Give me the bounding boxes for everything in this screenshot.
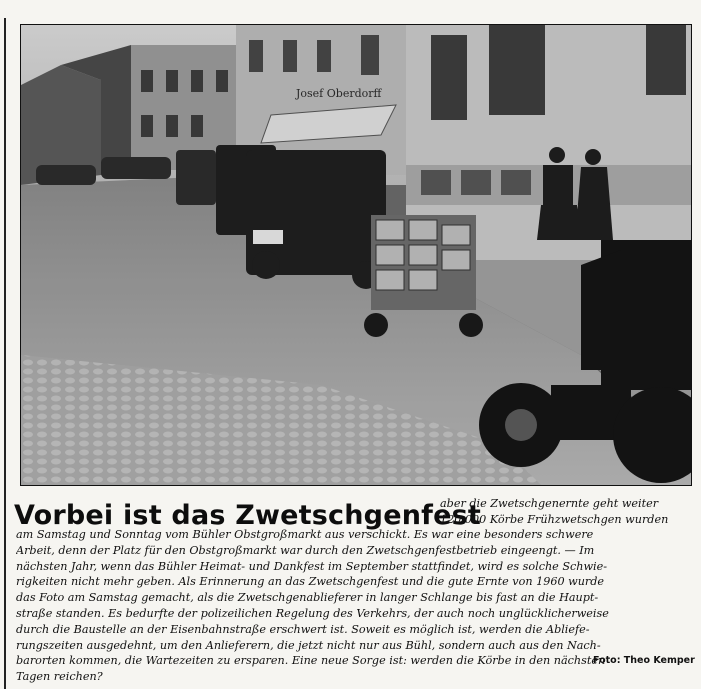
body-line: rigkeiten nicht mehr geben. Als Erinnerung an das Zwetschgenfest und die gute Ernte von 1960 wurde — [16, 575, 605, 589]
body-line: Arbeit, denn der Platz für den Obstgroßmarkt war durch den Zwetschgenfestbetrieb eingeengt. — Im — [16, 543, 595, 557]
body-line: das Foto am Samstag gemacht, als die Zwetschgenablieferer in langer Schlange bis fast an die Haupt- — [16, 591, 599, 605]
article-headline: Vorbei ist das Zwetschgenfest — [14, 500, 481, 531]
body-line: am Samstag und Sonntag vom Bühler Obstgroßmarkt aus verschickt. Es war eine besonders schwere — [16, 528, 594, 541]
body-line: durch die Baustelle an der Eisenbahnstraße erschwert ist. Soweit es möglich ist, werden die Abliefe- — [16, 622, 590, 636]
column-rule — [4, 18, 6, 689]
body-line: nächsten Jahr, wenn das Bühler Heimat- und Dankfest im September stattfindet, wird es solche Schwie- — [16, 559, 608, 573]
article-lead — [440, 496, 701, 527]
body-line: barorten kommen, die Wartezeiten zu ersparen. Eine neue Sorge ist: werden die Körbe in den nächsten — [16, 654, 606, 668]
photo-credit: Foto: Theo Kemper — [593, 655, 695, 666]
body-line: rungszeiten ausgedehnt, um den Anlieferern, die jetzt nicht nur aus Bühl, sondern auch aus den Nach- — [16, 638, 601, 652]
lead-line: 120 000 Körbe Frühzwetschgen wurden — [440, 512, 669, 526]
news-photo — [20, 24, 692, 486]
body-last-line: Tagen reichen? — [16, 670, 103, 683]
lead-line: aber die Zwetschgenernte geht weiter — [440, 497, 659, 510]
body-line: straße standen. Es bedurfte der polizeilichen Regelung des Verkehrs, der auch noch unglücklicherweise — [16, 606, 609, 620]
shop-sign: Josef Oberdorff — [296, 87, 382, 100]
article-body — [16, 527, 701, 669]
